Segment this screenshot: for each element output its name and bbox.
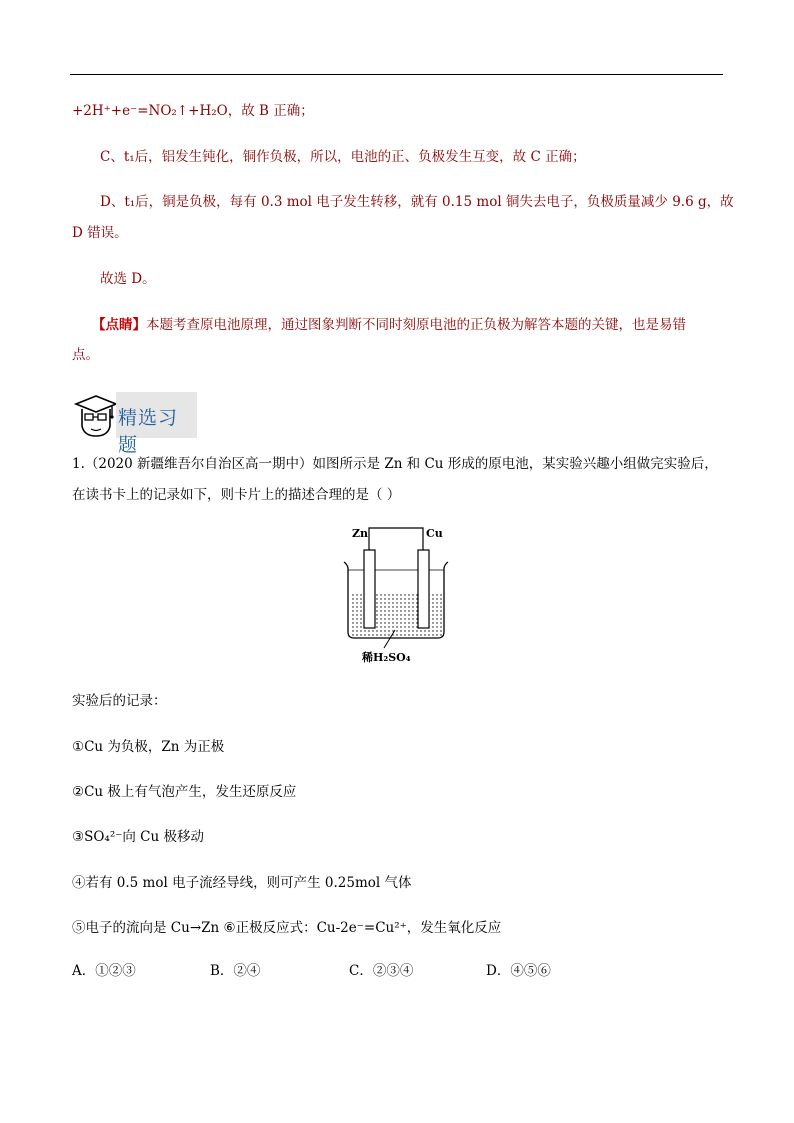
option-d: D．④⑤⑥ xyxy=(486,963,551,979)
solution-line-b: +2H⁺+e⁻=NO₂↑+H₂O，故 B 正确； xyxy=(72,103,314,119)
cu-electrode xyxy=(418,550,429,628)
zn-label: Zn xyxy=(352,527,369,540)
electrolyte-label: 稀H₂SO₄ xyxy=(362,651,411,664)
option-c: C．②③④ xyxy=(349,963,414,979)
wire xyxy=(369,528,423,550)
record-item: ⑤电子的流向是 Cu→Zn ⑥正极反应式：Cu-2e⁻=Cu²⁺，发生氧化反应 xyxy=(72,920,502,936)
option-b: B．②④ xyxy=(210,963,261,979)
solution-line-c: C、t₁后，铝发生钝化，铜作负极，所以，电池的正、负极发生互变，故 C 正确； xyxy=(100,149,586,165)
student-graduation-cap-icon xyxy=(72,392,116,438)
galvanic-cell-figure xyxy=(340,522,450,662)
tip-line2: 点。 xyxy=(72,347,99,363)
tip-tag: 【点睛】 xyxy=(92,317,146,333)
solution-conclusion: 故选 D。 xyxy=(100,271,156,287)
solution-line-d2: D 错误。 xyxy=(72,225,128,241)
section-badge xyxy=(72,392,197,456)
solution-line-d1: D、t₁后，铜是负极，每有 0.3 mol 电子发生转移，就有 0.15 mol 铜失去电子，负极质量减少 9.6 g，故 xyxy=(100,194,734,210)
tip-text1: 本题考查原电池原理，通过图象判断不同时刻原电池的正负极为解答本题的关键，也是易错 xyxy=(146,317,686,333)
record-title: 实验后的记录： xyxy=(72,693,167,709)
record-item: ②Cu 极上有气泡产生，发生还原反应 xyxy=(72,784,297,800)
section-title: 精选习题 xyxy=(118,407,179,456)
header-rule xyxy=(70,74,723,75)
record-item: ③SO₄²⁻向 Cu 极移动 xyxy=(72,829,204,845)
cu-label: Cu xyxy=(426,527,443,540)
question-stem-line2: 在读书卡上的记录如下，则卡片上的描述合理的是（ ） xyxy=(72,487,401,503)
tip-line1 xyxy=(92,316,686,334)
option-a: A．①②③ xyxy=(72,963,136,979)
record-item: ①Cu 为负极，Zn 为正极 xyxy=(72,739,225,755)
question-stem-line1: 1.（2020 新疆维吾尔自治区高一期中）如图所示是 Zn 和 Cu 形成的原电池，某实验兴趣小组做完实验后， xyxy=(72,456,718,472)
zn-electrode xyxy=(364,550,375,628)
record-item: ④若有 0.5 mol 电子流经导线，则可产生 0.25mol 气体 xyxy=(72,875,412,891)
